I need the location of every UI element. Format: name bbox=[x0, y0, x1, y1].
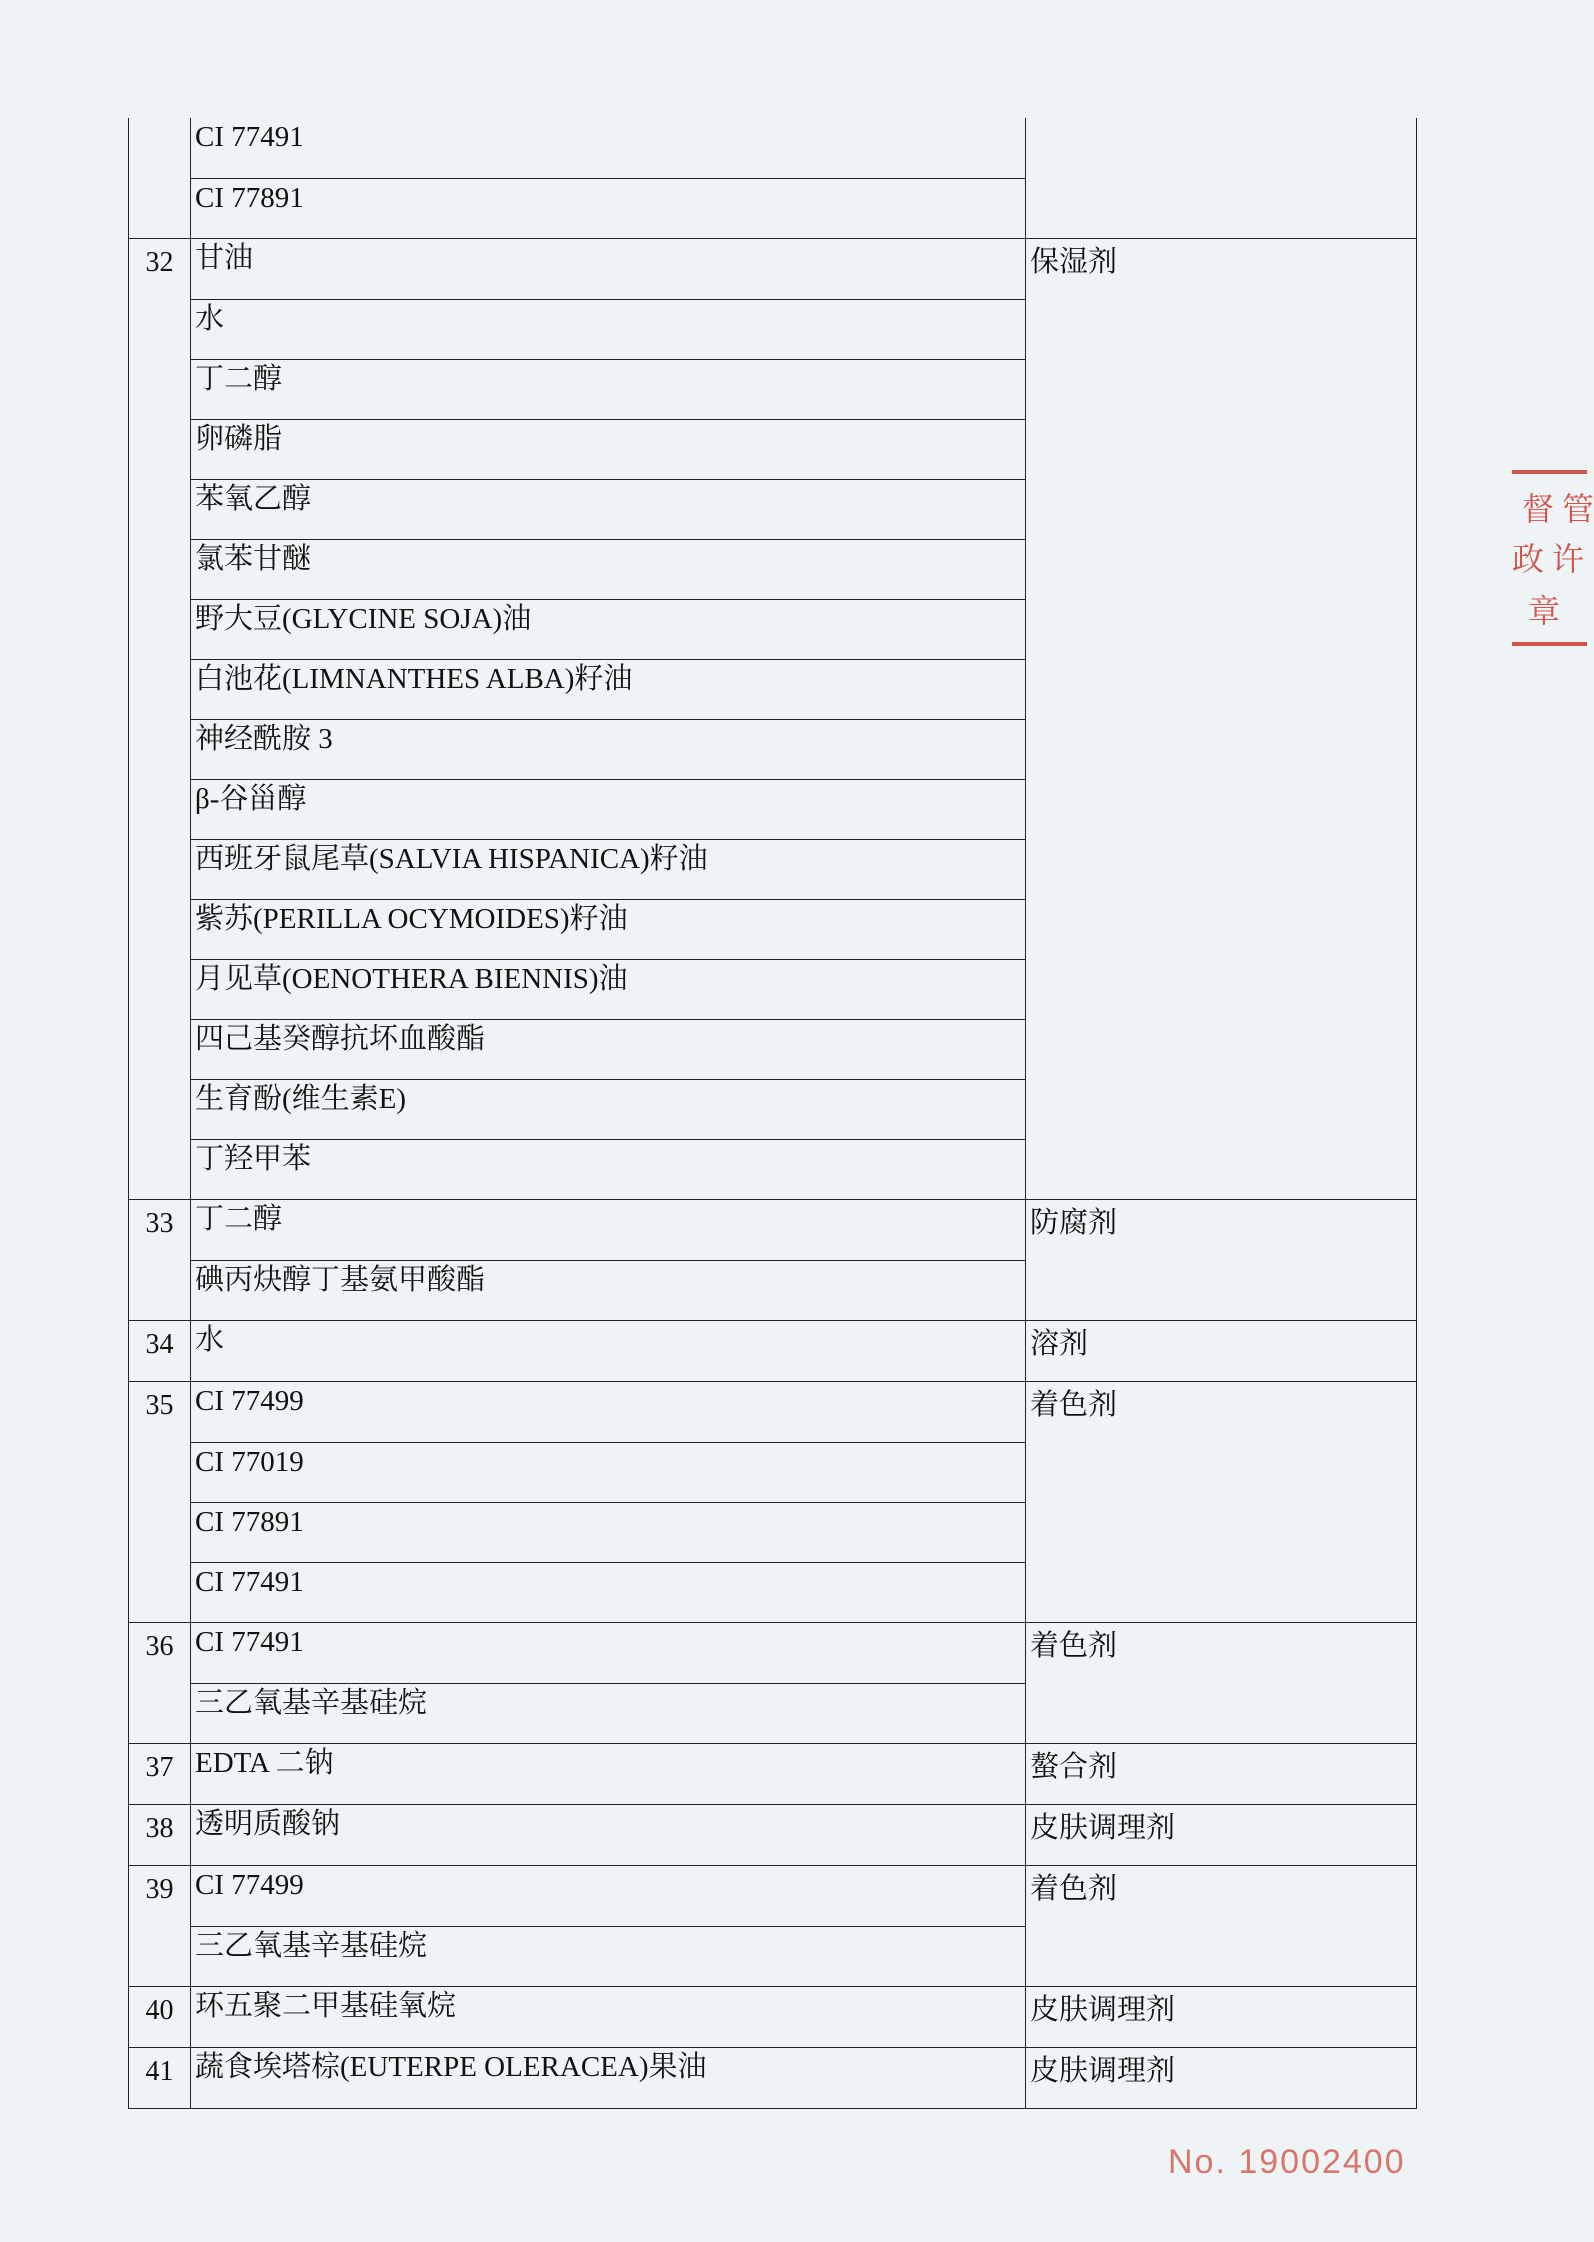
ingredient-cell: EDTA 二钠 bbox=[195, 1747, 334, 1779]
row-number: 34 bbox=[129, 1321, 191, 1381]
table-row bbox=[129, 1743, 1416, 1804]
table-row bbox=[129, 118, 1416, 238]
ingredient-cell: 三乙氧基辛基硅烷 bbox=[191, 1683, 1025, 1743]
ingredient-cell: 水 bbox=[195, 1324, 225, 1356]
ingredient-cell: 丁二醇 bbox=[191, 359, 1025, 419]
ingredient-cell: 神经酰胺 3 bbox=[191, 719, 1025, 779]
ingredient-cell: 蔬食埃塔棕(EUTERPE OLERACEA)果油 bbox=[195, 2051, 707, 2083]
table-row bbox=[129, 1381, 1416, 1622]
ingredient-list bbox=[191, 1866, 1026, 1986]
row-number bbox=[129, 118, 191, 238]
seal-char: 章 bbox=[1528, 592, 1561, 630]
row-number: 39 bbox=[129, 1866, 191, 1986]
ingredient-cell: CI 77491 bbox=[195, 1626, 304, 1658]
row-number: 35 bbox=[129, 1382, 191, 1622]
ingredient-cell: 四己基癸醇抗坏血酸酯 bbox=[191, 1019, 1025, 1079]
ingredient-list bbox=[191, 1623, 1026, 1743]
ingredient-cell: 三乙氧基辛基硅烷 bbox=[191, 1926, 1025, 1986]
row-number: 41 bbox=[129, 2048, 191, 2108]
table-row bbox=[129, 1622, 1416, 1743]
ingredient-cell: CI 77491 bbox=[195, 121, 304, 153]
ingredient-cell: 生育酚(维生素E) bbox=[191, 1079, 1025, 1139]
function-cell: 皮肤调理剂 bbox=[1030, 1994, 1176, 2026]
seal-char: 许 bbox=[1552, 540, 1585, 578]
row-number: 32 bbox=[129, 239, 191, 1199]
table-row bbox=[129, 1320, 1416, 1381]
ingredient-list bbox=[191, 1321, 1026, 1381]
function-cell: 着色剂 bbox=[1030, 1873, 1118, 1905]
ingredient-list bbox=[191, 1805, 1026, 1865]
ingredient-cell: 透明质酸钠 bbox=[195, 1808, 341, 1840]
function-cell: 螯合剂 bbox=[1030, 1751, 1118, 1783]
seal-char: 管 bbox=[1562, 490, 1594, 528]
ingredient-table bbox=[128, 118, 1417, 2109]
table-row bbox=[129, 1865, 1416, 1986]
function-cell: 防腐剂 bbox=[1030, 1207, 1118, 1239]
ingredient-cell: 紫苏(PERILLA OCYMOIDES)籽油 bbox=[191, 899, 1025, 959]
seal-char: 督 bbox=[1522, 490, 1555, 528]
function-cell: 着色剂 bbox=[1030, 1389, 1118, 1421]
function-cell bbox=[1026, 118, 1416, 238]
ingredient-cell: CI 77499 bbox=[195, 1385, 304, 1417]
ingredient-cell: CI 77491 bbox=[191, 1562, 1025, 1622]
ingredient-cell: 丁二醇 bbox=[195, 1203, 283, 1235]
ingredient-cell: 碘丙炔醇丁基氨甲酸酯 bbox=[191, 1260, 1025, 1320]
table-row bbox=[129, 1986, 1416, 2047]
function-cell: 着色剂 bbox=[1030, 1630, 1118, 1662]
ingredient-list bbox=[191, 118, 1026, 238]
ingredient-cell: β-谷甾醇 bbox=[191, 779, 1025, 839]
seal-char: 政 bbox=[1512, 540, 1545, 578]
serial-number: No. 19002400 bbox=[1168, 2143, 1406, 2181]
ingredient-cell: 野大豆(GLYCINE SOJA)油 bbox=[191, 599, 1025, 659]
ingredient-list bbox=[191, 1382, 1026, 1622]
official-seal-stamp bbox=[1512, 470, 1594, 646]
row-number: 38 bbox=[129, 1805, 191, 1865]
row-number: 37 bbox=[129, 1744, 191, 1804]
ingredient-cell: 卵磷脂 bbox=[191, 419, 1025, 479]
ingredient-cell: CI 77019 bbox=[191, 1442, 1025, 1502]
row-number: 33 bbox=[129, 1200, 191, 1320]
ingredient-list bbox=[191, 1987, 1026, 2047]
ingredient-list bbox=[191, 1744, 1026, 1804]
ingredient-cell: 白池花(LIMNANTHES ALBA)籽油 bbox=[191, 659, 1025, 719]
ingredient-list bbox=[191, 239, 1026, 1199]
ingredient-list bbox=[191, 1200, 1026, 1320]
ingredient-cell: CI 77891 bbox=[191, 1502, 1025, 1562]
table-row bbox=[129, 2047, 1416, 2108]
function-cell: 溶剂 bbox=[1030, 1328, 1089, 1360]
ingredient-list bbox=[191, 2048, 1026, 2108]
ingredient-cell: 甘油 bbox=[195, 242, 254, 274]
ingredient-cell: 苯氧乙醇 bbox=[191, 479, 1025, 539]
row-number: 36 bbox=[129, 1623, 191, 1743]
ingredient-cell: CI 77499 bbox=[195, 1869, 304, 1901]
ingredient-cell: 西班牙鼠尾草(SALVIA HISPANICA)籽油 bbox=[191, 839, 1025, 899]
ingredient-cell: 月见草(OENOTHERA BIENNIS)油 bbox=[191, 959, 1025, 1019]
ingredient-cell: 环五聚二甲基硅氧烷 bbox=[195, 1990, 457, 2022]
table-row bbox=[129, 238, 1416, 1199]
ingredient-cell: 氯苯甘醚 bbox=[191, 539, 1025, 599]
function-cell: 保湿剂 bbox=[1030, 246, 1118, 278]
table-row bbox=[129, 1199, 1416, 1320]
ingredient-cell: 水 bbox=[191, 299, 1025, 359]
function-cell: 皮肤调理剂 bbox=[1030, 1812, 1176, 1844]
table-row bbox=[129, 1804, 1416, 1865]
function-cell: 皮肤调理剂 bbox=[1030, 2055, 1176, 2087]
ingredient-cell: CI 77891 bbox=[191, 178, 1025, 238]
ingredient-cell: 丁羟甲苯 bbox=[191, 1139, 1025, 1199]
row-number: 40 bbox=[129, 1987, 191, 2047]
